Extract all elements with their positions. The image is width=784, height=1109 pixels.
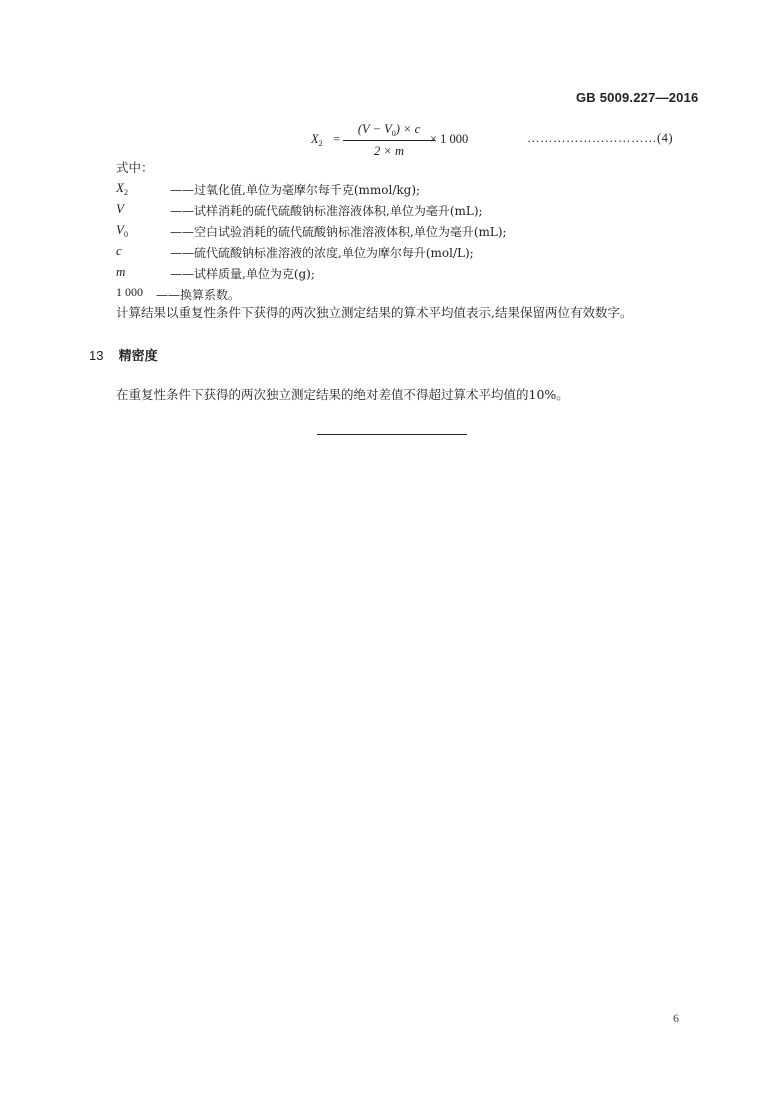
variable-description: ——过氧化值,单位为毫摩尔每千克(mmol/kg); xyxy=(170,183,421,197)
formula-fraction xyxy=(343,121,435,159)
section-paragraph: 在重复性条件下获得的两次独立测定结果的绝对差值不得超过算术平均值的10%。 xyxy=(116,387,569,402)
formula-numerator xyxy=(343,121,435,139)
section-number: 13 xyxy=(89,348,104,363)
formula-lhs-subscript: 2 xyxy=(318,139,323,148)
variable-symbol-text: c xyxy=(116,243,122,258)
page-number: 6 xyxy=(673,1011,679,1025)
variable-symbol xyxy=(116,243,122,259)
section-title: 精密度 xyxy=(118,349,158,364)
formula-denominator: 2 × m xyxy=(374,144,404,158)
variable-symbol xyxy=(116,285,143,300)
end-of-document-rule xyxy=(317,434,467,435)
standard-id: GB 5009.227—2016 xyxy=(576,90,699,105)
formula-equals: = xyxy=(333,132,341,146)
variable-symbol-text: V xyxy=(116,222,124,237)
variable-description: ——空白试验消耗的硫代硫酸钠标准溶液体积,单位为毫升(mL); xyxy=(170,225,507,239)
numerator-suffix: ) × c xyxy=(395,122,421,136)
variable-subscript: 0 xyxy=(123,230,128,239)
equation-number: …………………………(4) xyxy=(527,131,674,145)
where-label: 式中： xyxy=(116,160,154,175)
variable-symbol-text: X xyxy=(116,180,124,195)
variable-symbol-text: V xyxy=(116,201,124,216)
numerator-subscript: 0 xyxy=(391,129,396,138)
variable-subscript: 2 xyxy=(123,188,128,197)
variable-symbol-text: 1 000 xyxy=(116,285,143,299)
variable-description: ——试样质量,单位为克(g); xyxy=(170,267,315,281)
variable-symbol xyxy=(116,264,125,280)
section-heading xyxy=(89,345,158,364)
result-note: 计算结果以重复性条件下获得的两次独立测定结果的算术平均值表示,结果保留两位有效数字。 xyxy=(116,305,633,320)
numerator-prefix: (V − V xyxy=(357,122,392,136)
formula-multiplier: × 1 000 xyxy=(430,132,469,146)
variable-symbol-text: m xyxy=(116,264,126,279)
variable-symbol xyxy=(116,222,128,238)
variable-description: ——硫代硫酸钠标准溶液的浓度,单位为摩尔每升(mol/L); xyxy=(170,246,474,260)
variable-symbol xyxy=(116,201,124,217)
formula-lhs-symbol: X xyxy=(311,132,319,146)
fraction-bar xyxy=(343,140,435,141)
variable-description: ——试样消耗的硫代硫酸钠标准溶液体积,单位为毫升(mL); xyxy=(170,204,483,218)
formula-lhs xyxy=(311,132,323,147)
variable-description: ——换算系数。 xyxy=(156,288,241,302)
variable-symbol xyxy=(116,180,128,196)
